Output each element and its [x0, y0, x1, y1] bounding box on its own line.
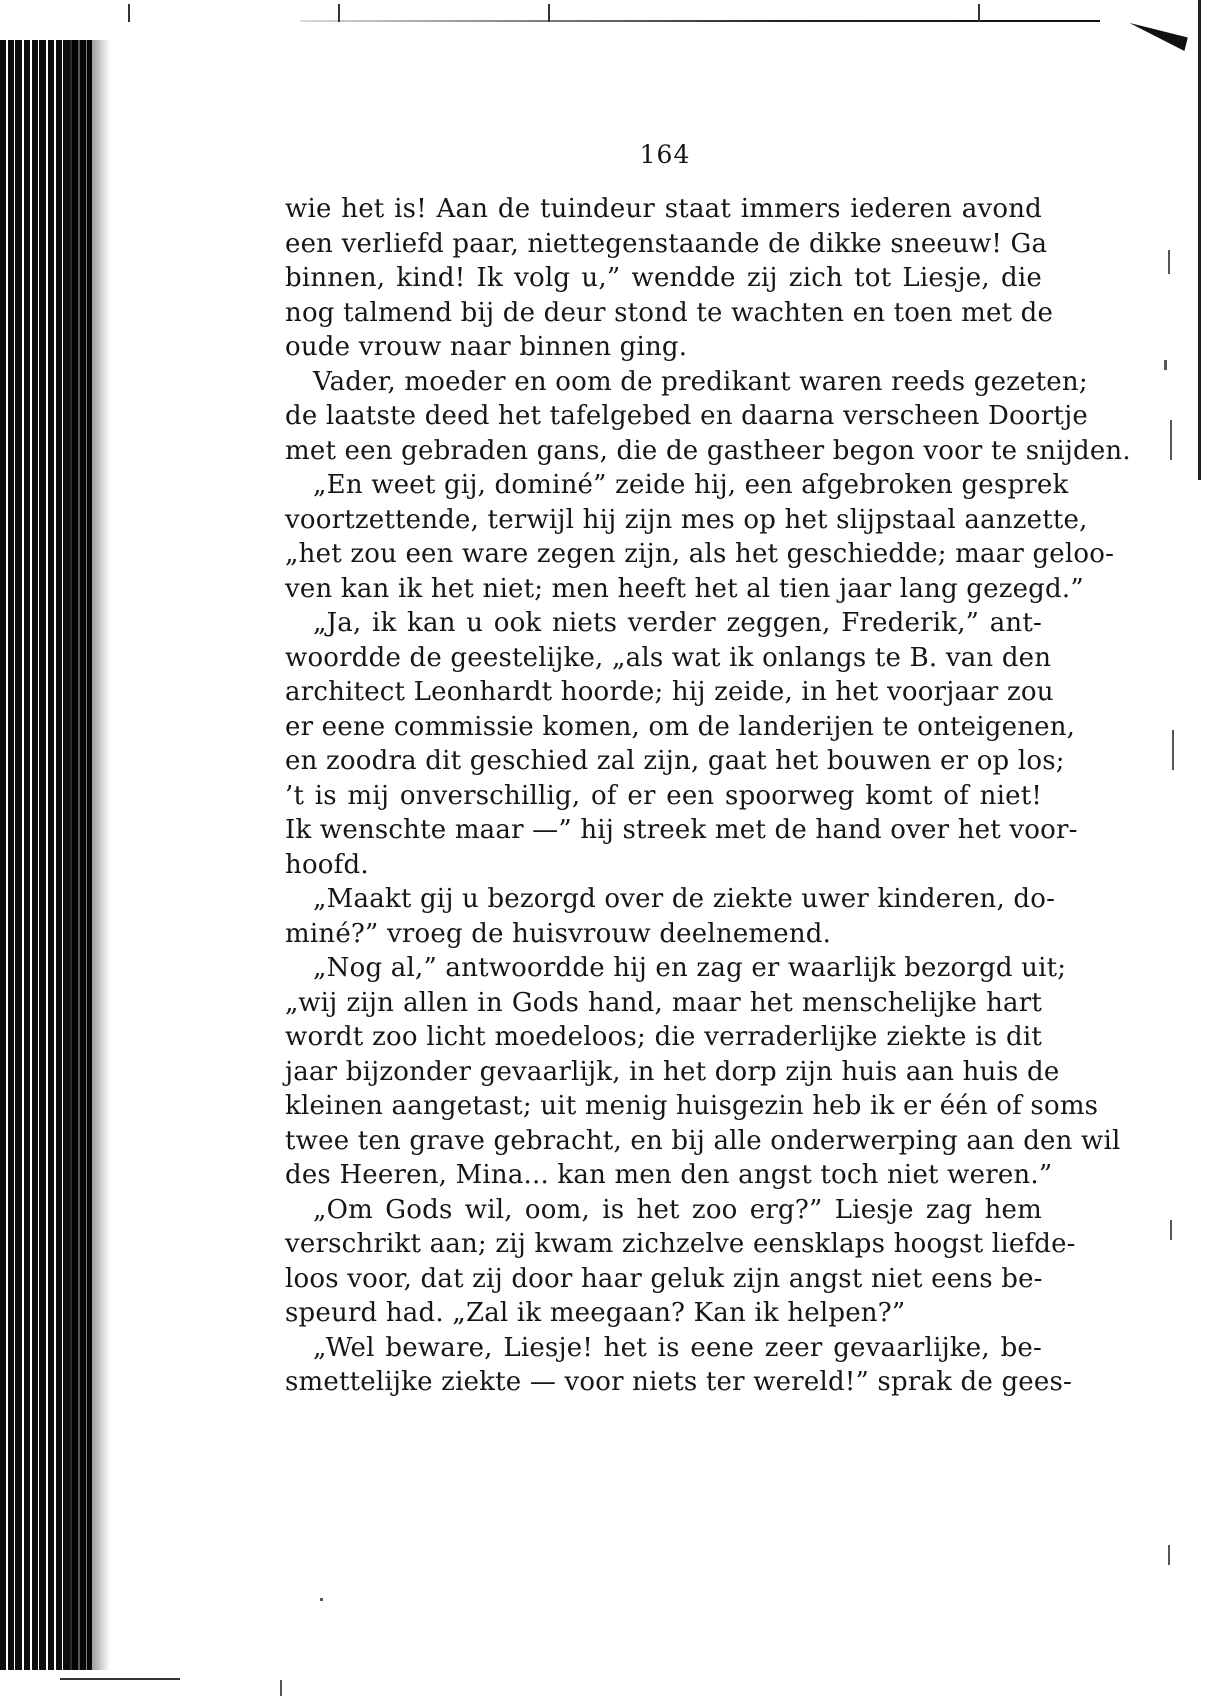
text-line: de laatste deed het tafelgebed en daarna verscheen Doortje	[285, 401, 1088, 431]
scan-speck	[1170, 1220, 1172, 1240]
bottom-scan-edge	[60, 1678, 180, 1680]
text-line: „Maakt gij u bezorgd over de ziekte uwer kinderen, do-	[313, 884, 1056, 914]
text-line: oude vrouw naar binnen ging.	[285, 332, 688, 362]
top-scan-edge	[300, 20, 1100, 22]
text-line: kleinen aangetast; uit menig huisgezin heb ik er één of soms	[285, 1091, 1099, 1121]
text-line: miné?” vroeg de huisvrouw deelnemend.	[285, 918, 832, 949]
scan-speck	[1168, 1545, 1170, 1565]
text-line: des Heeren, Mina... kan men den angst toch niet weren.”	[285, 1160, 1053, 1190]
text-line: nog talmend bij de deur stond te wachten en toen met de	[285, 297, 1054, 328]
text-line: en zoodra dit geschied zal zijn, gaat het bouwen er op los;	[285, 746, 1065, 776]
text-line: jaar bijzonder gevaarlijk, in het dorp zijn huis aan huis de	[285, 1056, 1060, 1087]
text-line: twee ten grave gebracht, en bij alle onderwerping aan den wil	[285, 1125, 1121, 1156]
body-text	[285, 192, 1131, 1400]
text-line: woordde de geestelijke, „als wat ik onlangs te B. van den	[285, 642, 1052, 673]
text-line: wordt zoo licht moedeloos; die verraderlijke ziekte is dit	[285, 1022, 1042, 1052]
text-line: wie het is! Aan de tuindeur staat immers iederen avond	[285, 194, 1042, 224]
text-line: ’t is mij onverschillig, of er een spoorweg komt of niet!	[285, 780, 1042, 811]
scan-speck	[1170, 420, 1172, 460]
text-line: ven kan ik het niet; men heeft het al tien jaar lang gezegd.”	[285, 573, 1084, 604]
page-number: 164	[639, 140, 691, 169]
text-line: „het zou een ware zegen zijn, als het geschiedde; maar geloo-	[285, 539, 1115, 569]
text-line: loos voor, dat zij door haar geluk zijn angst niet eens be-	[285, 1263, 1043, 1294]
text-line: „Ja, ik kan u ook niets verder zeggen, Frederik,” ant-	[313, 608, 1042, 638]
text-line: binnen, kind! Ik volg u,” wendde zij zich tot Liesje, die	[285, 263, 1042, 293]
text-line: Ik wenschte maar —” hij streek met de hand over het voor-	[285, 815, 1078, 845]
scan-speck	[1172, 730, 1174, 770]
text-line: hoofd.	[285, 849, 369, 880]
text-line: smettelijke ziekte — voor niets ter wereld!” sprak de gees-	[285, 1367, 1073, 1397]
text-line: een verliefd paar, niettegenstaande de dikke sneeuw! Ga	[285, 228, 1048, 259]
text-line: speurd had. „Zal ik meegaan? Kan ik helpen?”	[285, 1298, 906, 1328]
text-line: „Om Gods wil, oom, is het zoo erg?” Liesje zag hem	[313, 1194, 1042, 1225]
page-corner-mark	[1126, 23, 1188, 51]
scan-tick-mark	[338, 4, 340, 22]
text-line: Vader, moeder en oom de predikant waren reeds gezeten;	[313, 366, 1088, 397]
text-line: „Nog al,” antwoordde hij en zag er waarlijk bezorgd uit;	[313, 953, 1067, 983]
right-scan-edge	[1198, 0, 1201, 480]
text-line: voortzettende, terwijl hij zijn mes op het slijpstaal aanzette,	[285, 504, 1088, 535]
scan-speck	[1164, 360, 1167, 370]
text-line: verschrikt aan; zij kwam zichzelve eensklaps hoogst liefde-	[285, 1229, 1076, 1259]
text-line: architect Leonhardt hoorde; hij zeide, in het voorjaar zou	[285, 677, 1054, 707]
text-line: met een gebraden gans, die de gastheer begon voor te snijden.	[285, 435, 1131, 466]
scan-speck	[320, 1598, 323, 1601]
scan-tick-mark	[978, 4, 980, 22]
scan-speck	[1168, 250, 1170, 274]
text-line: er eene commissie komen, om de landerijen te onteigenen,	[285, 711, 1076, 742]
scan-speck	[280, 1680, 282, 1696]
binding-shadow	[70, 40, 110, 1670]
text-line: „wij zijn allen in Gods hand, maar het menschelijke hart	[285, 987, 1042, 1018]
scan-tick-mark	[548, 4, 550, 22]
scan-tick-mark	[128, 4, 130, 22]
text-line: „Wel beware, Liesje! het is eene zeer gevaarlijke, be-	[313, 1332, 1042, 1363]
text-line: „En weet gij, dominé” zeide hij, een afgebroken gesprek	[313, 470, 1069, 500]
